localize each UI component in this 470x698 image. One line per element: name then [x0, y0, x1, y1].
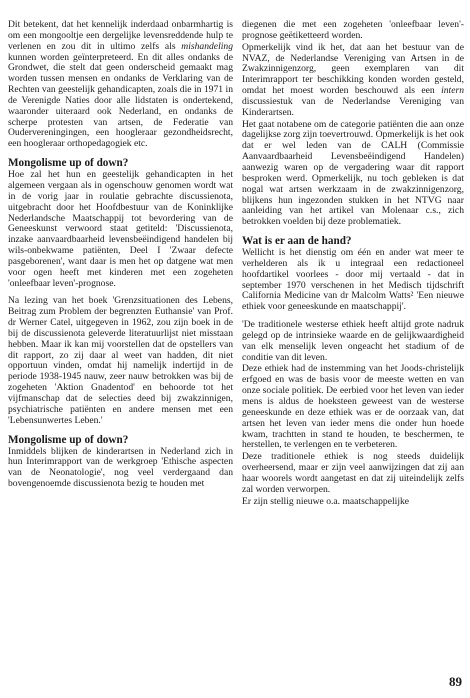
- right-column: [242, 20, 464, 508]
- section-heading: Mongolisme up of down?: [8, 433, 129, 446]
- paragraph: Deze traditionele ethiek is nog steeds duidelijk overheersend, maar er zijn veel aanwijzingen dat zij aan haar woorels wordt aangetast en dat zij uiteindelijk zelfs zal worden verworpen.: [242, 451, 464, 495]
- page-number: 89: [449, 674, 462, 689]
- paragraph: Dit betekent, dat het kennelijk inderdaad onbarmhartig is om een mongooltje een dergelijke levensreddende hulp te verlenen en zou dit in ultimo zelfs als mishandeling kunnen worden geïnterpreteerd. En dit alles ondanks de Grondwet, die stelt dat geen onderscheid gemaakt mag worden tussen mensen en ondanks de Verklaring van de Rechten van geestelijk gehandicapten, zoals die in 1971 in de Verenigde Naties door alle lidstaten is ondertekend, waaronder uiteraard ook Nederland, en ondanks de scherpe protesten van artsen, de Federatie van Oudervereningingen, een hoogleraar gezondheidsrecht, een hoogleraar orthopedagogiek etc.: [8, 19, 233, 150]
- paragraph: Het gaat notabene om de categorie patiënten die aan onze dagelijkse zorg zijn toevertrouwd. Opmerkelijk is het ook dat er wel leden van de CALH (Commissie Aanvaardbaarheid Levensbeëindigend Handelen) aanwezig waren op de vergadering waar dit rapport besproken werd. Opmerkelijk, nu toch gebleken is dat nogal wat artsen werkzaam in de zwakzinnigenzorg, blijkens hun ingezonden stukken in het NTVG naar aanleiding van het artikel van Molenaar c.s., zich betrokken voelden bij deze problematiek.: [242, 118, 464, 228]
- section-heading: Wat is er aan de hand?: [242, 235, 352, 248]
- paragraph: Er zijn stellig nieuwe o.a. maatschappelijke: [242, 495, 410, 507]
- paragraph: Deze ethiek had de instemming van het Joods-christelijk erfgoed en was de basis voor de meeste wetten en van onze sociale politiek. De eerbied voor het leven van ieder mens is aldus de hoeksteen geweest van de westerse geneeskunde en deze ethiek was er de oorzaak van, dat artsen het leven van ieder mens die onder hun hoede kwam, trachtten in stand te houden, te beschermen, te herstellen, te verlengen en te verbeteren.: [242, 363, 464, 451]
- paragraph: Opmerkelijk vind ik het, dat aan het bestuur van de NVAZ, de Nederlandse Vereniging van Artsen in de Zwakzinnigenzorg, geen exemplaren van dit Interimrapport ter beschikking konden worden gesteld, omdat het moest worden beschouwd als een intern discussiestuk van de Nederlandse Vereniging van Kinderartsen.: [242, 41, 464, 118]
- emphasis: mishandeling: [181, 40, 233, 52]
- paragraph: Wellicht is het dienstig om één en ander wat meer te verhelderen als ik u integraal een redactioneel hoofdartikel voorlees - door mij vertaald - dat in september 1970 verschenen in het Medisch tijdschrift California Medicine van dr Malcolm Watts² 'Een nieuwe ethiek voor geneeskunde en maatschappij'.: [242, 247, 464, 313]
- paragraph: diegenen die met een zogeheten 'onleefbaar leven'-prognose geëtiketteerd worden.: [242, 19, 464, 41]
- paragraph: Inmiddels blijken de kinderartsen in Nederland zich in hun Interimrapport van de werkgroep 'Ethische aspecten van de Neonatologie', nog veel verdergaand dan bovengenoemde discussienota bezig te houden met: [8, 445, 233, 490]
- section-heading: Mongolisme up of down?: [8, 157, 129, 170]
- paragraph: Hoe zal het hun en geestelijk gehandicapten in het algemeen vergaan als in ogenschouw genomen wordt wat in de vorig jaar in roulatie gebrachte discussienota, uitgebracht door het Hoofdbestuur van de Koninklijke Nederlandsche Maatschappij tot bevordering van de Geneeskunst verwoord staat getiteld: 'Discussienota, inzake aanvaardbaarheid levensbeëindigend handelen bij wils-onbekwame patiënten, Deel I 'Zwaar defecte pasgeborenen', want daar is men het op datgene wat men voor ogen heeft met kinderen met een zogeheten 'onleefbaar leven'-prognose.: [8, 169, 233, 289]
- paragraph: Na lezing van het boek 'Grenzsituationen des Lebens, Beitrag zum Problem der begrenzten Euthansie' van Prof. dr Werner Catel, uitgegeven in 1962, zou zijn boek in de bij de discussienota geleverde literatuurlijst niet misstaan hebben. Maar ik kan mij voorstellen dat de opstellers van dit rapport, zo zij daar al weet van hadden, dit niet opportuun vinden, omdat hij namelijk indertijd in de periode 1938-1945 nauw, zeer nauw betrokken was bij de zogeheten 'Aktion Gnadentod' en behoorde tot het vijfmanschap dat de selecties deed bij zwakzinnigen, psychiatrische patiënten en andere mensen met een 'Lebensunwertes Leben.': [8, 295, 233, 426]
- paragraph: 'De traditionele westerse ethiek heeft altijd grote nadruk gelegd op de intrinsieke waarde en de gelijkwaardigheid van elk menselijk leven ongeacht het stadium of de conditie van dit leven.: [242, 319, 464, 363]
- left-column: [8, 20, 233, 497]
- emphasis: intern: [441, 85, 464, 97]
